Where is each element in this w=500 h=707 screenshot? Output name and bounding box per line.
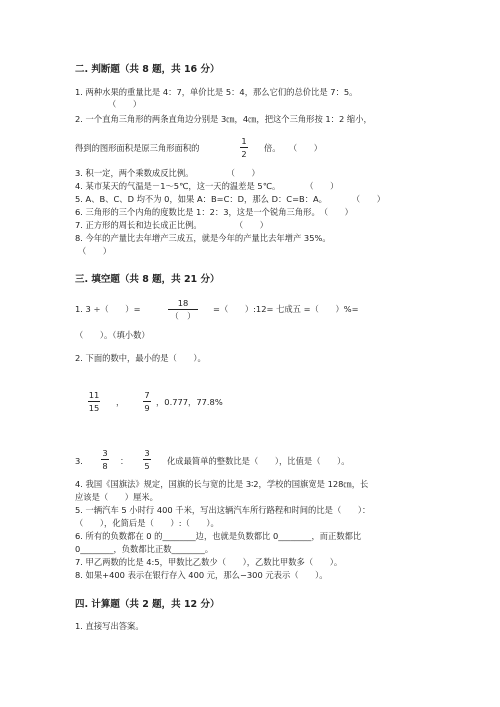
question-text: 6. 三角形的三个内角的度数比是 1：2：3，这是一个锐角三角形。 （ ）: [75, 207, 353, 217]
fraction-denominator: 15: [88, 403, 100, 413]
question-text: 6. 所有的负数都在 0 的________边，也就是负数都比 0________，而正数都比: [75, 531, 362, 541]
question-text: 2. 一个直角三角形的两条直角边分别是 3㎝，4㎝，把这个三角形按 1：2 缩小，: [75, 114, 372, 124]
question-number: 3.: [75, 456, 83, 466]
fraction-bar: [88, 401, 100, 402]
fraction-3-5: [143, 448, 151, 471]
question-text: 7. 甲乙两数的比是 4:5，甲数比乙数少（ ），乙数比甲数多（ ）。: [75, 557, 343, 567]
section-heading-judgement: 二. 判断题（共 8 题，共 16 分）: [75, 64, 220, 75]
section-heading-calculation: 四. 计算题（共 2 题，共 12 分）: [75, 599, 220, 610]
question-text: 化成最简单的整数比是（ ），比值是（ ）。: [167, 456, 350, 466]
question-text: =（ ）:12= 七成五 =（ ）%=: [213, 304, 359, 314]
question-text: 5. A、B、C、D 均不为 0，如果 A：B=C：D，那么 D：C=B：A。 （ ）: [75, 194, 386, 204]
fraction-3-8: [101, 448, 109, 471]
fraction-denominator: 8: [102, 461, 108, 471]
fraction-18-over-blank: [168, 298, 198, 321]
fraction-numerator: 11: [88, 390, 100, 400]
question-text: 1. 直接写出答案。: [75, 621, 144, 631]
question-text: 应该是（ ）厘米。: [75, 492, 158, 502]
question-text: 8. 今年的产量比去年增产三成五，就是今年的产量比去年增产 35%。: [75, 233, 331, 243]
question-text: 8. 如果+400 表示在银行存入 400 元，那么−300 元表示（ ）。: [75, 570, 328, 580]
question-text: （ ），化简后是（ ）:（ ）。: [75, 518, 219, 528]
fraction-denominator: 5: [144, 461, 150, 471]
answer-bracket: （ ）: [78, 246, 112, 256]
fraction-denominator: 9: [144, 403, 150, 413]
fraction-11-15: [88, 390, 100, 413]
question-text: 3. 积一定，两个乘数成反比例。 （ ）: [75, 168, 260, 178]
fraction-bar: [240, 147, 248, 148]
fraction-one-half: [240, 136, 248, 159]
fraction-numerator: 7: [144, 390, 150, 400]
question-text: 0________，负数都比正数________。: [75, 544, 214, 554]
question-text: 2. 下面的数中，最小的是（ ）。: [75, 353, 206, 363]
fraction-numerator: 3: [102, 448, 108, 458]
question-text: 1. 3 ÷（ ）=: [75, 304, 141, 314]
separator: ，: [116, 397, 125, 407]
fraction-denominator: （ ）: [170, 311, 196, 321]
question-text: 1. 两种水果的重量比是 4：7，单价比是 5：4，那么它们的总价比是 7：5。: [75, 87, 358, 97]
number-list: ，0.777，77.8%: [156, 397, 223, 407]
question-text: 4. 某市某天的气温是－1～5℃，这一天的温差是 5℃。 （ ）: [75, 181, 339, 191]
fraction-bar: [143, 401, 151, 402]
question-text: 得到的图形面积是原三角形面积的: [75, 143, 200, 153]
fraction-denominator: 2: [241, 149, 247, 159]
question-text: 4. 我国《国旗法》规定，国旗的长与宽的比是 3∶2，学校的国旗宽是 128㎝，长: [75, 479, 369, 489]
fraction-numerator: 1: [241, 136, 247, 146]
question-text: 7. 正方形的周长和边长成正比例。 （ ）: [75, 220, 269, 230]
ratio-colon: ：: [120, 456, 129, 466]
question-text: 5. 一辆汽车 5 小时行 400 千米，写出这辆汽车所行路程和时间的比是（ ）：: [75, 505, 371, 515]
question-text: （ ）。（填小数）: [75, 330, 150, 340]
fraction-7-9: [143, 390, 151, 413]
fraction-numerator: 3: [144, 448, 150, 458]
fraction-bar: [143, 459, 151, 460]
answer-bracket: （ ）: [108, 99, 142, 109]
fraction-numerator: 18: [177, 298, 189, 308]
fraction-bar: [101, 459, 109, 460]
fraction-bar: [168, 309, 198, 310]
section-heading-fill-in: 三. 填空题（共 8 题，共 21 分）: [75, 274, 220, 285]
question-text: 倍。 （ ）: [264, 143, 323, 153]
